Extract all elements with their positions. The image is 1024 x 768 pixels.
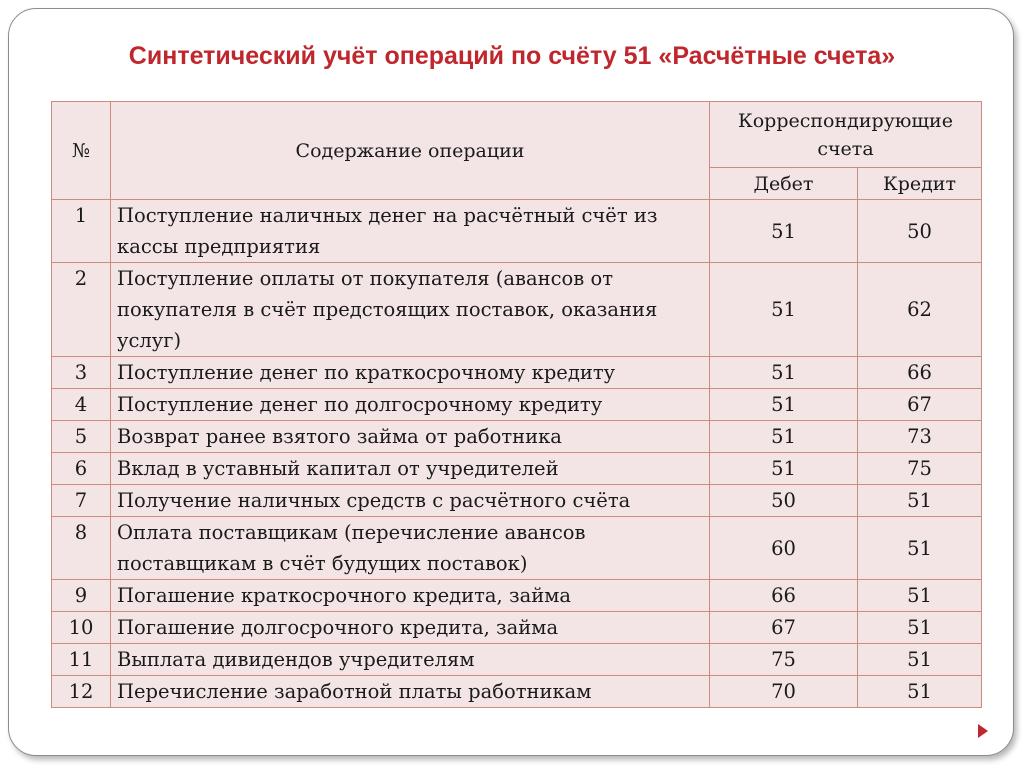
row-debit: 75 bbox=[710, 644, 858, 676]
row-description: Вклад в уставный капитал от учредителей bbox=[111, 453, 710, 485]
row-credit: 51 bbox=[858, 676, 982, 708]
row-number: 9 bbox=[52, 580, 111, 612]
row-debit: 51 bbox=[710, 421, 858, 453]
row-description: Перечисление заработной платы работникам bbox=[111, 676, 710, 708]
row-description: Погашение долгосрочного кредита, займа bbox=[111, 612, 710, 644]
row-credit: 62 bbox=[858, 263, 982, 357]
table-row bbox=[52, 676, 982, 708]
header-credit: Кредит bbox=[858, 168, 982, 200]
row-credit: 51 bbox=[858, 580, 982, 612]
row-number: 11 bbox=[52, 644, 111, 676]
row-number: 2 bbox=[52, 263, 111, 357]
row-number: 8 bbox=[52, 517, 111, 580]
table-row bbox=[52, 453, 982, 485]
row-description: Получение наличных средств с расчётного счёта bbox=[111, 485, 710, 517]
row-number: 7 bbox=[52, 485, 111, 517]
row-description: Поступление оплаты от покупателя (авансов от покупателя в счёт предстоящих поставок, оказания услуг) bbox=[111, 263, 710, 357]
slide-title: Синтетический учёт операций по счёту 51 «Расчётные счета» bbox=[128, 42, 896, 70]
header-debit: Дебет bbox=[710, 168, 858, 200]
row-debit: 51 bbox=[710, 453, 858, 485]
table-header-row bbox=[52, 102, 982, 168]
table-row bbox=[52, 485, 982, 517]
row-debit: 67 bbox=[710, 612, 858, 644]
row-debit: 51 bbox=[710, 357, 858, 389]
row-debit: 66 bbox=[710, 580, 858, 612]
row-description: Поступление наличных денег на расчётный счёт из кассы предприятия bbox=[111, 200, 710, 263]
row-debit: 70 bbox=[710, 676, 858, 708]
row-debit: 51 bbox=[710, 200, 858, 263]
table-row bbox=[52, 263, 982, 357]
row-credit: 50 bbox=[858, 200, 982, 263]
row-description: Оплата поставщикам (перечисление авансов поставщикам в счёт будущих поставок) bbox=[111, 517, 710, 580]
row-number: 12 bbox=[52, 676, 111, 708]
table-row bbox=[52, 517, 982, 580]
row-description: Выплата дивидендов учредителям bbox=[111, 644, 710, 676]
row-credit: 51 bbox=[858, 485, 982, 517]
table-row bbox=[52, 200, 982, 263]
row-debit: 50 bbox=[710, 485, 858, 517]
table-row bbox=[52, 580, 982, 612]
row-debit: 60 bbox=[710, 517, 858, 580]
row-credit: 67 bbox=[858, 389, 982, 421]
row-description: Возврат ранее взятого займа от работника bbox=[111, 421, 710, 453]
header-content: Содержание операции bbox=[111, 102, 710, 200]
arrow-right-icon[interactable] bbox=[978, 724, 988, 738]
header-corresponding: Корреспондирующие счета bbox=[710, 102, 982, 168]
header-number: № bbox=[52, 102, 111, 200]
table-row bbox=[52, 612, 982, 644]
row-credit: 75 bbox=[858, 453, 982, 485]
row-credit: 51 bbox=[858, 612, 982, 644]
table-row bbox=[52, 389, 982, 421]
row-debit: 51 bbox=[710, 389, 858, 421]
table-row bbox=[52, 644, 982, 676]
operations-table bbox=[51, 101, 982, 708]
row-credit: 73 bbox=[858, 421, 982, 453]
row-number: 3 bbox=[52, 357, 111, 389]
row-description: Поступление денег по краткосрочному кредиту bbox=[111, 357, 710, 389]
table-row bbox=[52, 357, 982, 389]
row-description: Погашение краткосрочного кредита, займа bbox=[111, 580, 710, 612]
row-number: 4 bbox=[52, 389, 111, 421]
table-row bbox=[52, 421, 982, 453]
row-number: 1 bbox=[52, 200, 111, 263]
row-credit: 51 bbox=[858, 517, 982, 580]
row-credit: 66 bbox=[858, 357, 982, 389]
row-number: 10 bbox=[52, 612, 111, 644]
row-number: 6 bbox=[52, 453, 111, 485]
row-credit: 51 bbox=[858, 644, 982, 676]
row-debit: 51 bbox=[710, 263, 858, 357]
row-description: Поступление денег по долгосрочному кредиту bbox=[111, 389, 710, 421]
row-number: 5 bbox=[52, 421, 111, 453]
